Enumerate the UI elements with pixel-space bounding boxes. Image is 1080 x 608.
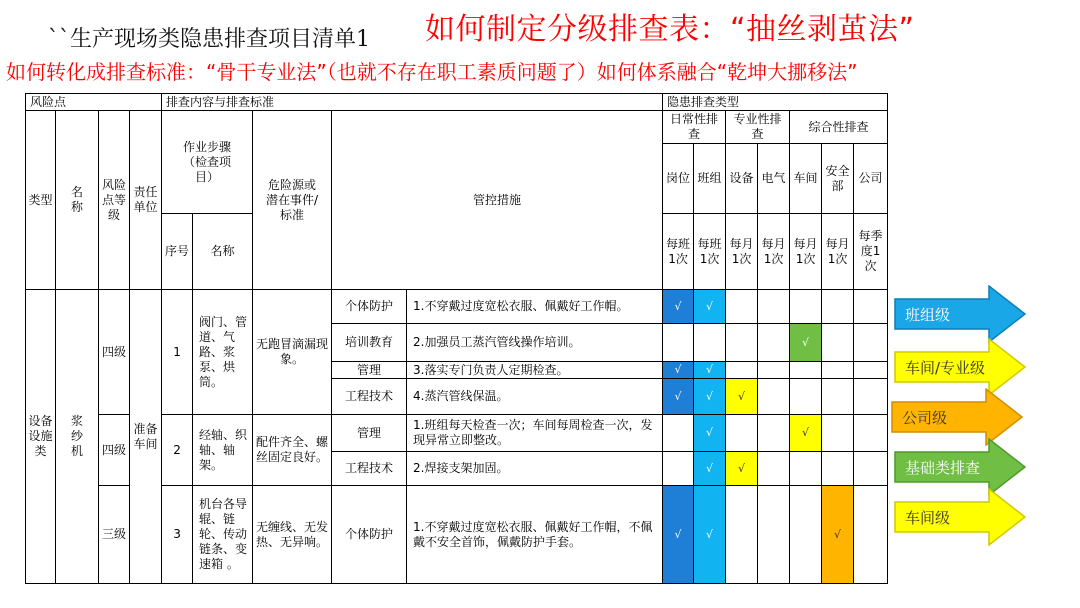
check-mark — [694, 324, 726, 362]
check-mark — [822, 324, 854, 362]
check-freq: 每月1次 — [822, 214, 854, 290]
col-header-resp-unit: 责任单位 — [130, 111, 162, 290]
check-mark — [854, 290, 888, 324]
step-level: 四级 — [99, 290, 130, 415]
check-mark: √ — [694, 486, 726, 584]
red-title: 如何制定分级排查表：“抽丝剥茧法” — [425, 12, 915, 47]
step-seq: 3 — [162, 486, 193, 584]
col-header-step-name: 名称 — [193, 214, 253, 290]
step-level: 四级 — [99, 415, 130, 486]
check-unit: 安全部 — [822, 144, 854, 214]
red-subtitle: 如何转化成排查标准：“骨干专业法”（也就不存在职工素质问题了）如何体系融合“乾坤大挪移法” — [6, 60, 858, 84]
col-header-seq: 序号 — [162, 214, 193, 290]
check-mark — [758, 362, 790, 379]
check-freq: 每班1次 — [694, 214, 726, 290]
measure-text: 2.焊接支架加固。 — [407, 452, 663, 486]
level-legend — [893, 285, 1028, 585]
check-mark — [726, 290, 758, 324]
check-unit: 电气 — [758, 144, 790, 214]
measure-category: 培训教育 — [332, 324, 407, 362]
group-header-check-type: 隐患排查类型 — [663, 94, 888, 111]
check-unit: 车间 — [790, 144, 822, 214]
check-mark — [726, 415, 758, 452]
step-name: 机台各导辊、链轮、传动链条、变速箱 。 — [193, 486, 253, 584]
check-mark: √ — [726, 452, 758, 486]
measure-text: 2.加强员工蒸汽管线操作培训。 — [407, 324, 663, 362]
measure-text: 1.班组每天检查一次；车间每周检查一次，发现异常立即整改。 — [407, 415, 663, 452]
measure-category: 个体防护 — [332, 486, 407, 584]
measure-text: 1.不穿戴过度宽松衣服、佩戴好工作帽。 — [407, 290, 663, 324]
step-level: 三级 — [99, 486, 130, 584]
step-seq: 1 — [162, 290, 193, 415]
check-mark: √ — [726, 379, 758, 415]
col-header-daily: 日常性排查 — [663, 111, 726, 144]
step-hazard: 无跑冒滴漏现象。 — [253, 290, 332, 415]
check-mark: √ — [790, 415, 822, 452]
level-arrow-label: 基础类排查 — [905, 458, 981, 477]
doc-title: ``生产现场类隐患排查项目清单1 — [48, 27, 370, 52]
check-unit: 设备 — [726, 144, 758, 214]
check-unit: 班组 — [694, 144, 726, 214]
check-mark — [758, 452, 790, 486]
check-mark — [822, 379, 854, 415]
group-name: 浆纱机 — [56, 290, 99, 584]
measure-text: 4.蒸汽管线保温。 — [407, 379, 663, 415]
group-type: 设备设施类 — [26, 290, 56, 584]
check-mark — [758, 415, 790, 452]
measure-category: 管理 — [332, 362, 407, 379]
check-mark — [758, 486, 790, 584]
check-mark: √ — [694, 379, 726, 415]
level-arrow-label: 车间级 — [905, 508, 951, 527]
check-mark — [758, 290, 790, 324]
check-mark: √ — [663, 379, 694, 415]
check-mark — [822, 415, 854, 452]
check-mark: √ — [694, 362, 726, 379]
step-hazard: 无缠线、无发热、无异响。 — [253, 486, 332, 584]
check-mark — [822, 362, 854, 379]
col-header-hazard: 危险源或潜在事件/标准 — [253, 111, 332, 290]
step-hazard: 配件齐全、螺丝固定良好。 — [253, 415, 332, 486]
check-freq: 每班1次 — [663, 214, 694, 290]
col-header-risk-level: 风险点等级 — [99, 111, 130, 290]
check-mark: √ — [822, 486, 854, 584]
level-arrow — [893, 488, 1028, 546]
measure-text: 1.不穿戴过度宽松衣服、佩戴好工作帽，不佩戴不安全首饰，佩戴防护手套。 — [407, 486, 663, 584]
level-arrow — [893, 285, 1028, 343]
check-mark: √ — [694, 290, 726, 324]
check-mark — [854, 415, 888, 452]
check-mark — [758, 324, 790, 362]
group-resp-unit: 准备车间 — [130, 290, 162, 584]
check-mark: √ — [694, 415, 726, 452]
check-mark — [790, 290, 822, 324]
step-seq: 2 — [162, 415, 193, 486]
check-mark — [822, 290, 854, 324]
level-arrow-label: 车间/专业级 — [905, 358, 986, 377]
check-freq: 每季度1次 — [854, 214, 888, 290]
check-freq: 每月1次 — [758, 214, 790, 290]
step-name: 阀门、管道、气路、浆泵、烘筒。 — [193, 290, 253, 415]
level-arrow-label: 公司级 — [902, 408, 948, 427]
check-mark: √ — [663, 486, 694, 584]
col-header-steps: 作业步骤（检查项目） — [162, 111, 253, 214]
check-freq: 每月1次 — [790, 214, 822, 290]
level-arrow-label: 班组级 — [905, 305, 951, 324]
check-mark — [790, 362, 822, 379]
check-mark — [790, 452, 822, 486]
col-header-comprehensive: 综合性排查 — [790, 111, 888, 144]
check-mark — [726, 362, 758, 379]
check-mark — [854, 486, 888, 584]
group-header-content-standard: 排查内容与排查标准 — [162, 94, 663, 111]
check-mark — [726, 324, 758, 362]
check-mark: √ — [694, 452, 726, 486]
check-mark: √ — [663, 362, 694, 379]
group-header-risk-point: 风险点 — [26, 94, 162, 111]
check-mark — [790, 379, 822, 415]
measure-category: 工程技术 — [332, 379, 407, 415]
check-mark — [854, 452, 888, 486]
measure-category: 个体防护 — [332, 290, 407, 324]
col-header-measures: 管控措施 — [332, 111, 663, 290]
check-mark — [663, 452, 694, 486]
check-unit: 公司 — [854, 144, 888, 214]
check-unit: 岗位 — [663, 144, 694, 214]
check-mark — [854, 324, 888, 362]
check-freq: 每月1次 — [726, 214, 758, 290]
check-mark — [854, 379, 888, 415]
col-header-name: 名称 — [56, 111, 99, 290]
step-name: 经轴、织轴、轴架。 — [193, 415, 253, 486]
col-header-professional: 专业性排查 — [726, 111, 790, 144]
measure-category: 管理 — [332, 415, 407, 452]
check-mark — [822, 452, 854, 486]
col-header-type: 类型 — [26, 111, 56, 290]
measure-text: 3.落实专门负责人定期检查。 — [407, 362, 663, 379]
check-mark — [663, 415, 694, 452]
check-mark — [758, 379, 790, 415]
check-mark — [726, 486, 758, 584]
measure-category: 工程技术 — [332, 452, 407, 486]
check-mark: √ — [790, 324, 822, 362]
check-mark: √ — [663, 290, 694, 324]
check-mark — [790, 486, 822, 584]
hazard-check-table — [25, 93, 888, 584]
check-mark — [663, 324, 694, 362]
check-mark — [854, 362, 888, 379]
